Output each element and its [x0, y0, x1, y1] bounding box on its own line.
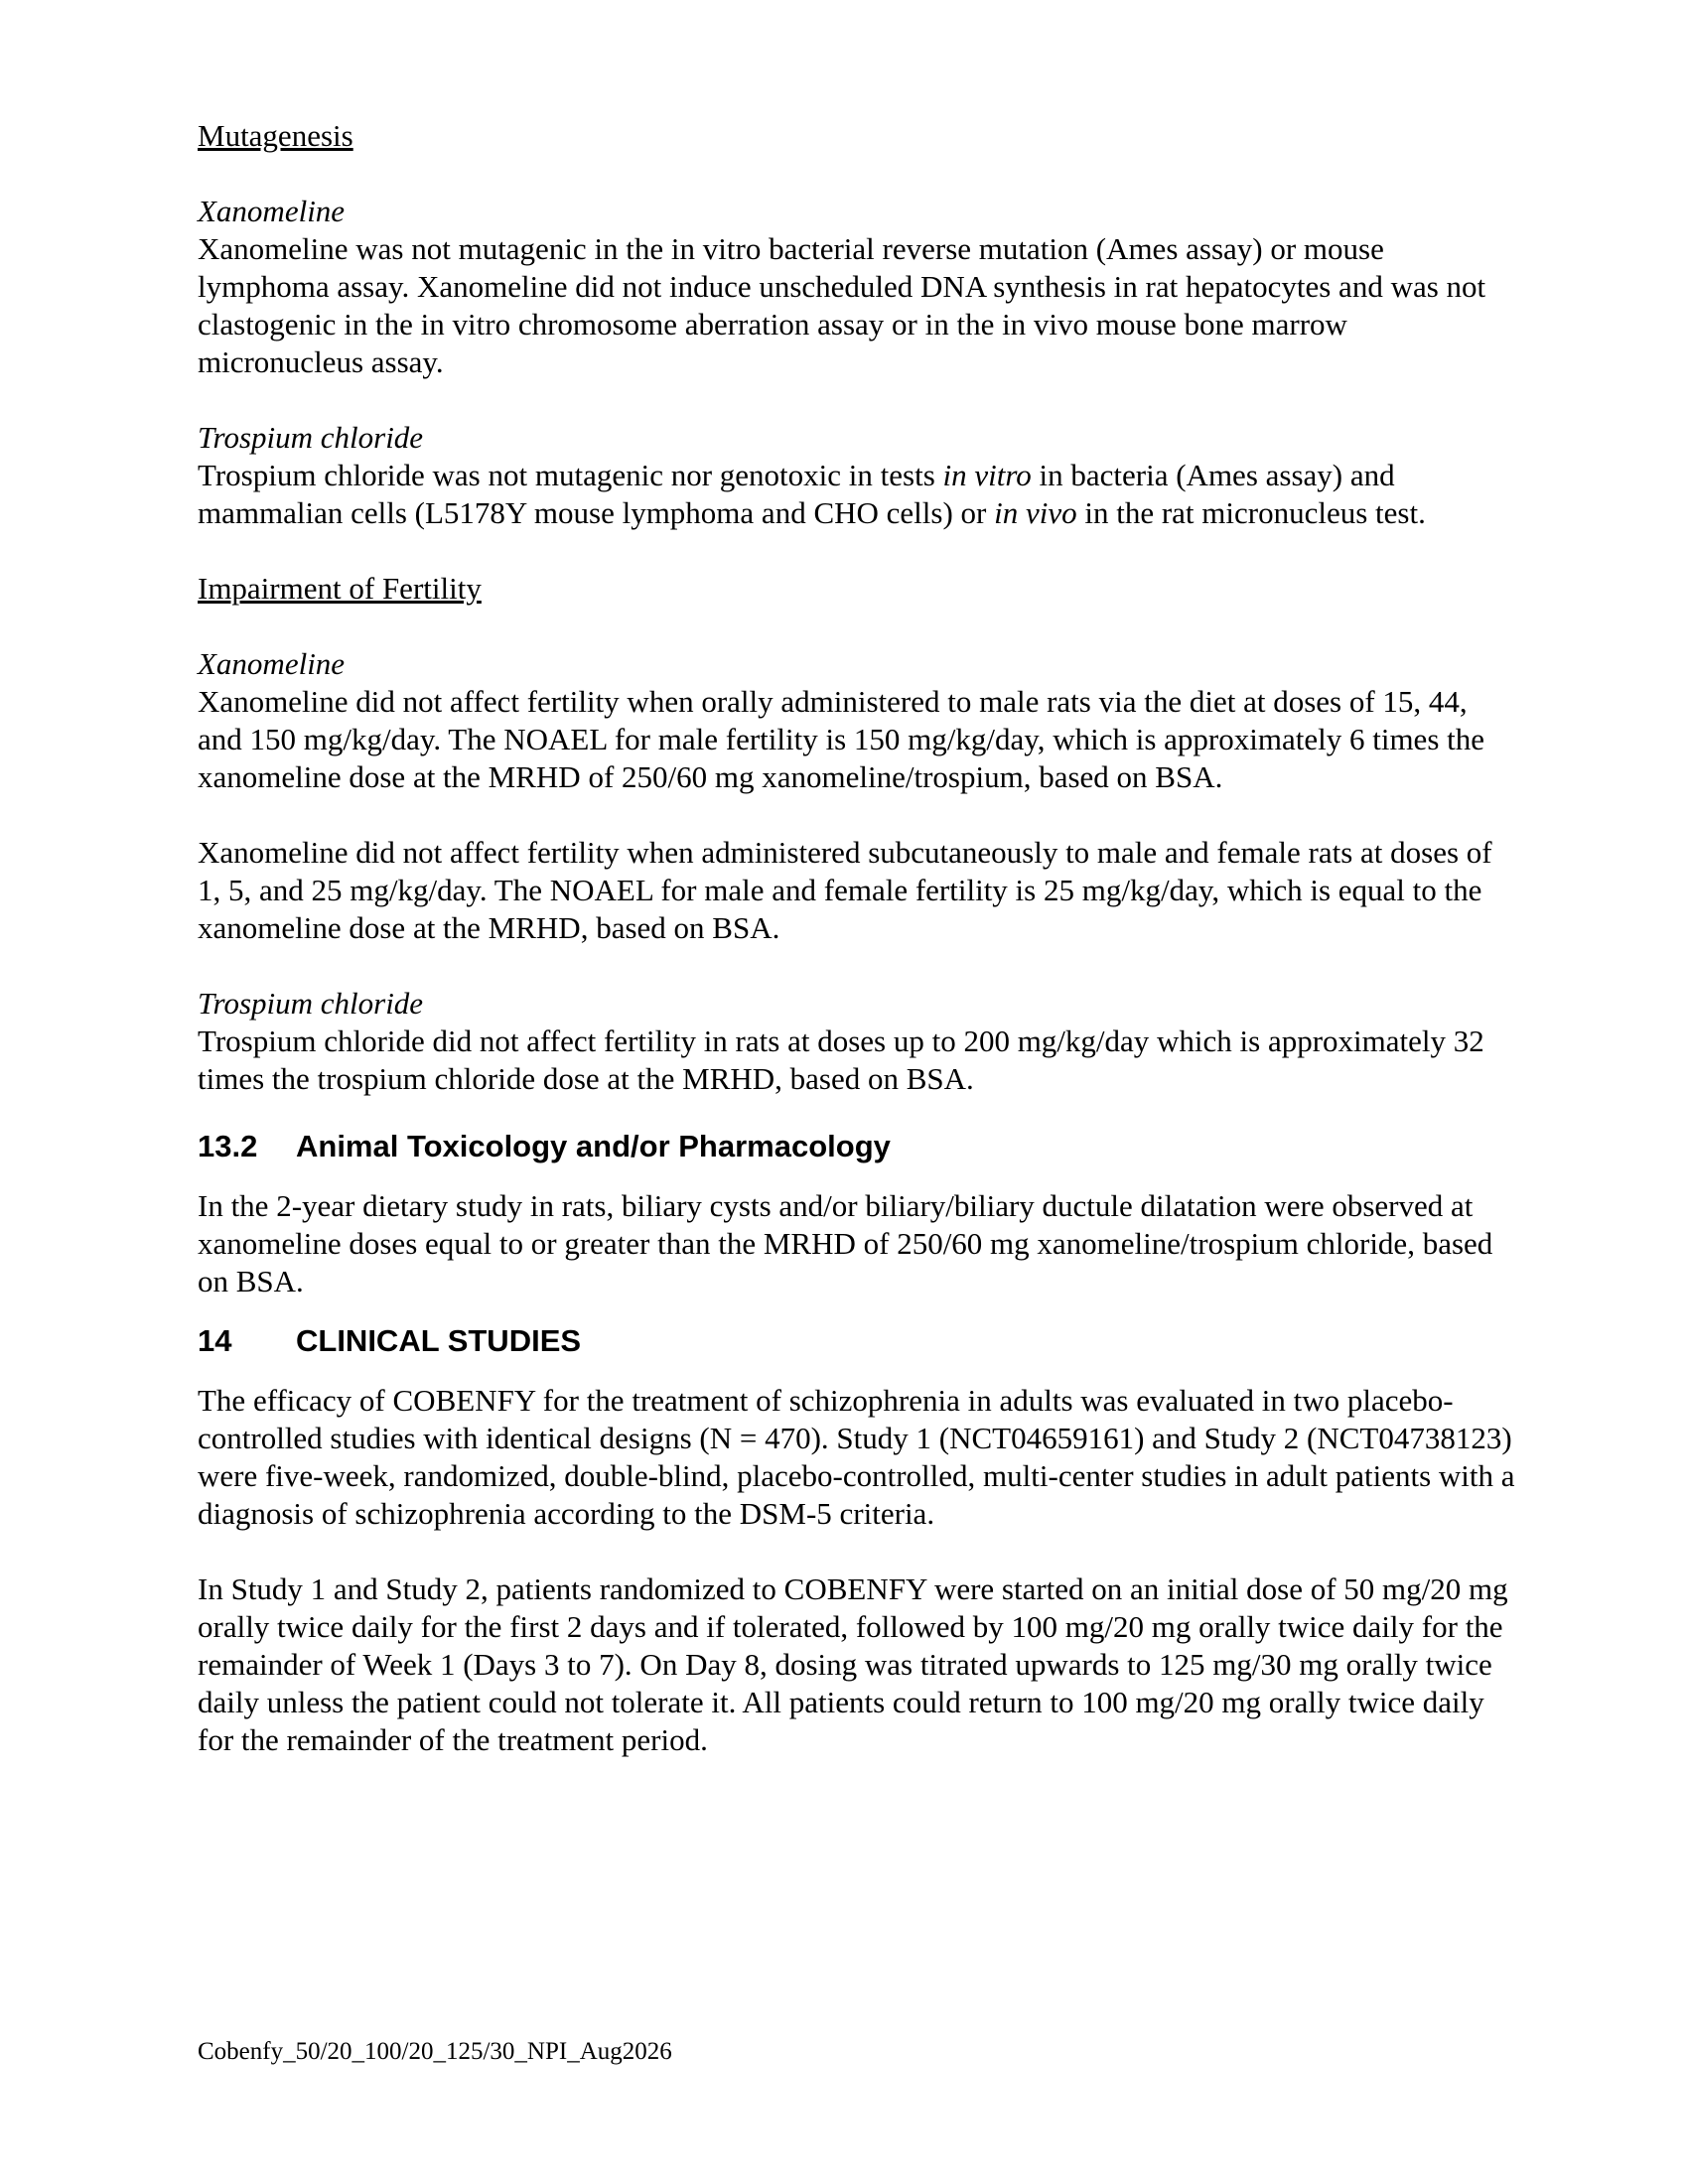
fertility-heading: Impairment of Fertility [198, 571, 482, 606]
mutagenesis-heading: Mutagenesis [198, 118, 353, 153]
section-title: Animal Toxicology and/or Pharmacology [296, 1129, 891, 1163]
text-run: in the rat micronucleus test. [1076, 495, 1426, 530]
mutagenesis-trospium-subheading: Trospium chloride [198, 420, 424, 455]
section-14-para-1: The efficacy of COBENFY for the treatment of schizophrenia in adults was evaluated in two placebo-controlled studies with identical designs (N = 470). Study 1 (NCT04659161) and Study 2 (NCT04738123) were five-week, randomized, double-blind, placebo-controlled, multi-center studies in adult patients with a diagnosis of schizophrenia according to the DSM-5 criteria. [198, 1383, 1515, 1531]
section-title: CLINICAL STUDIES [296, 1323, 582, 1358]
italic-run: in vitro [942, 458, 1032, 492]
section-13-2-text: In the 2-year dietary study in rats, biliary cysts and/or biliary/biliary ductule dilatation were observed at xanomeline doses equal to or greater than the MRHD of 250/60 mg xanomeline/trospium chloride, based on BSA. [198, 1188, 1493, 1298]
text-run: Trospium chloride was not mutagenic nor genotoxic in tests [198, 458, 943, 492]
fertility-trospium-subheading: Trospium chloride [198, 986, 424, 1021]
section-number: 14 [198, 1323, 232, 1358]
section-14-para-2: In Study 1 and Study 2, patients randomized to COBENFY were started on an initial dose of 50 mg/20 mg orally twice daily for the first 2 days and if tolerated, followed by 100 mg/20 mg orally twice daily for the remainder of Week 1 (Days 3 to 7). On Day 8, dosing was titrated upwards to 125 mg/30 mg orally twice daily unless the patient could not tolerate it. All patients could return to 100 mg/20 mg orally twice daily for the remainder of the treatment period. [198, 1571, 1508, 1757]
fertility-trospium-text: Trospium chloride did not affect fertility in rats at doses up to 200 mg/kg/day which is approximately 32 times the trospium chloride dose at the MRHD, based on BSA. [198, 1024, 1484, 1096]
section-number: 13.2 [198, 1129, 258, 1163]
mutagenesis-xanomeline-text: Xanomeline was not mutagenic in the in vitro bacterial reverse mutation (Ames assay) or mouse lymphoma assay. Xanomeline did not induce unscheduled DNA synthesis in rat hepatocytes and was not clastogenic in the in vitro chromosome aberration assay or in the in vivo mouse bone marrow micronucleus assay. [198, 231, 1486, 379]
document-page [198, 117, 1518, 1759]
mutagenesis-xanomeline-subheading: Xanomeline [198, 194, 346, 228]
fertility-xanomeline-para-2: Xanomeline did not affect fertility when administered subcutaneously to male and female rats at doses of 1, 5, and 25 mg/kg/day. The NOAEL for male and female fertility is 25 mg/kg/day, which is equal to the xanomeline dose at the MRHD, based on BSA. [198, 835, 1492, 945]
section-14-heading [198, 1322, 1518, 1360]
text-run: in bacteria (Ames assay) and mammalian cells (L5178Y mouse lymphoma and CHO cells) or [198, 458, 1395, 530]
mutagenesis-trospium-text [198, 457, 1518, 532]
italic-run: in vivo [994, 495, 1077, 530]
page-footer: Cobenfy_50/20_100/20_125/30_NPI_Aug2026 [198, 2038, 672, 2065]
fertility-xanomeline-para-1: Xanomeline did not affect fertility when orally administered to male rats via the diet at doses of 15, 44, and 150 mg/kg/day. The NOAEL for male fertility is 150 mg/kg/day, which is approximately 6 times the xanomeline dose at the MRHD of 250/60 mg xanomeline/trospium, based on BSA. [198, 684, 1485, 794]
fertility-xanomeline-subheading: Xanomeline [198, 646, 346, 681]
section-13-2-heading [198, 1128, 1518, 1165]
